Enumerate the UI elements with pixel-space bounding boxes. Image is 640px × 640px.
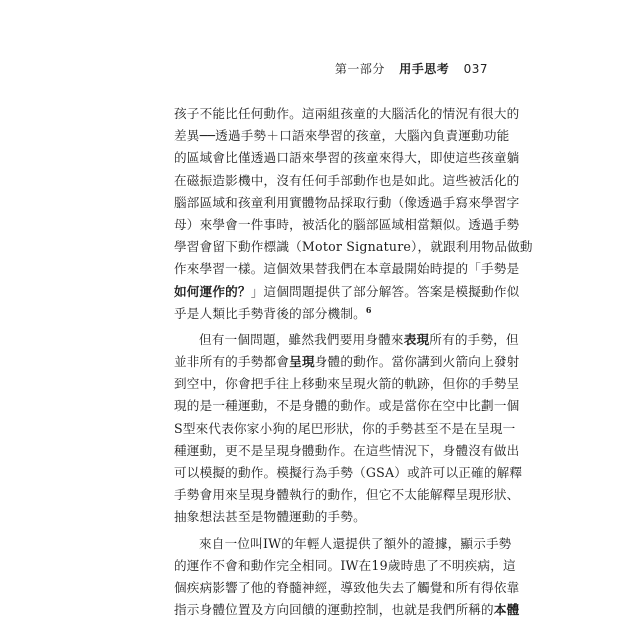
text-segment: 孩子不能比任何動作。這兩組孩童的大腦活化的情況有很大的 <box>174 106 520 121</box>
text-line <box>174 373 520 395</box>
text-segment: 的區域會比僅透過口語來學習的孩童來得大，即使這些孩童躺 <box>174 150 520 166</box>
emphasis-text: 表現 <box>403 331 430 347</box>
header-part-label: 第一部分 <box>334 62 385 76</box>
text-line <box>174 258 520 280</box>
text-segment: 所有的手勢，但 <box>429 331 519 347</box>
text-segment: 乎是人類比手勢背後的部分機制。 <box>174 305 366 321</box>
text-segment: 種運動，更不是呈現身體動作。在這些情況下，身體沒有做出 <box>174 442 520 458</box>
text-segment: 學習會留下動作標識（Motor Signature），就跟利用物品做動 <box>174 239 533 255</box>
text-line <box>174 303 490 325</box>
text-line <box>174 125 510 147</box>
text-segment: 並非所有的手勢都會 <box>174 354 290 370</box>
text-segment: 指示身體位置及方向回饋的運動控制，也就是我們所稱的 <box>174 602 494 618</box>
text-segment: 作來學習一樣。這個效果替我們在本章最開始時提的「手勢是 <box>174 261 520 277</box>
text-segment: 的運作不會和動作完全相同。IW在19歲時患了不明疾病，這 <box>174 557 516 573</box>
text-line <box>174 236 533 258</box>
text-segment: 但有一個問題，雖然我們要用身體來 <box>199 331 404 347</box>
body-text <box>174 103 533 621</box>
emphasis-text: 如何運作的？ <box>174 283 251 299</box>
text-line <box>174 440 520 462</box>
text-line <box>174 462 523 484</box>
text-segment: 腦部區域和孩童利用實體物品採取行動（像透過手寫來學習字 <box>174 194 520 210</box>
text-line <box>174 555 516 577</box>
text-segment: 身體的動作。當你講到火箭向上發射 <box>314 354 520 370</box>
text-segment: 手勢會用來呈現身體執行的動作，但它不太能解釋呈現形狀、 <box>174 487 520 503</box>
text-line <box>174 170 520 192</box>
text-segment: S型來代表你家小狗的尾巴形狀，你的手勢甚至不是在呈現一 <box>174 420 516 436</box>
text-line <box>174 351 520 373</box>
text-segment: 在磁振造影機中，沒有任何手部動作也是如此。這些被活化的 <box>174 172 520 188</box>
text-line <box>174 599 520 621</box>
text-segment: 可以模擬的動作。模擬行為手勢（GSA）或許可以正確的解釋 <box>174 465 523 480</box>
text-segment: 個疾病影響了他的脊髓神經，導致他失去了觸覺和所有得依靠 <box>174 579 520 595</box>
text-segment: 母）來學會一件事時，被活化的腦部區域相當類似。透過手勢 <box>174 216 520 232</box>
text-line <box>174 329 519 351</box>
footnote-marker: 6 <box>365 304 372 315</box>
text-segment: 」這個問題提供了部分解答。答案是模擬動作似 <box>250 283 520 299</box>
text-line <box>174 147 520 169</box>
text-line <box>174 395 520 417</box>
header-chapter-title: 用手思考 <box>399 62 450 76</box>
emphasis-text: 本體 <box>493 602 520 618</box>
text-line <box>174 214 520 236</box>
text-segment: 差異──透過手勢＋口語來學習的孩童，大腦內負責運動功能 <box>174 128 510 144</box>
text-line <box>174 103 520 125</box>
text-segment: 抽象想法甚至是物體運動的手勢。 <box>174 509 366 525</box>
emphasis-text: 呈現 <box>289 354 315 370</box>
text-segment: 來自一位叫IW的年輕人還提供了額外的證據，顯示手勢 <box>199 535 512 551</box>
text-line <box>174 192 520 214</box>
text-line <box>174 577 520 599</box>
text-line <box>174 281 520 303</box>
text-segment: 現的是一種運動，不是身體的動作。或是當你在空中比劃一個 <box>174 398 520 414</box>
running-header <box>335 60 488 77</box>
text-line <box>174 533 512 555</box>
text-line <box>174 506 490 528</box>
text-segment: 到空中，你會把手往上移動來呈現火箭的軌跡，但你的手勢呈 <box>174 376 520 392</box>
text-line <box>174 484 520 506</box>
page-number: 037 <box>463 62 488 76</box>
text-line <box>174 418 516 440</box>
